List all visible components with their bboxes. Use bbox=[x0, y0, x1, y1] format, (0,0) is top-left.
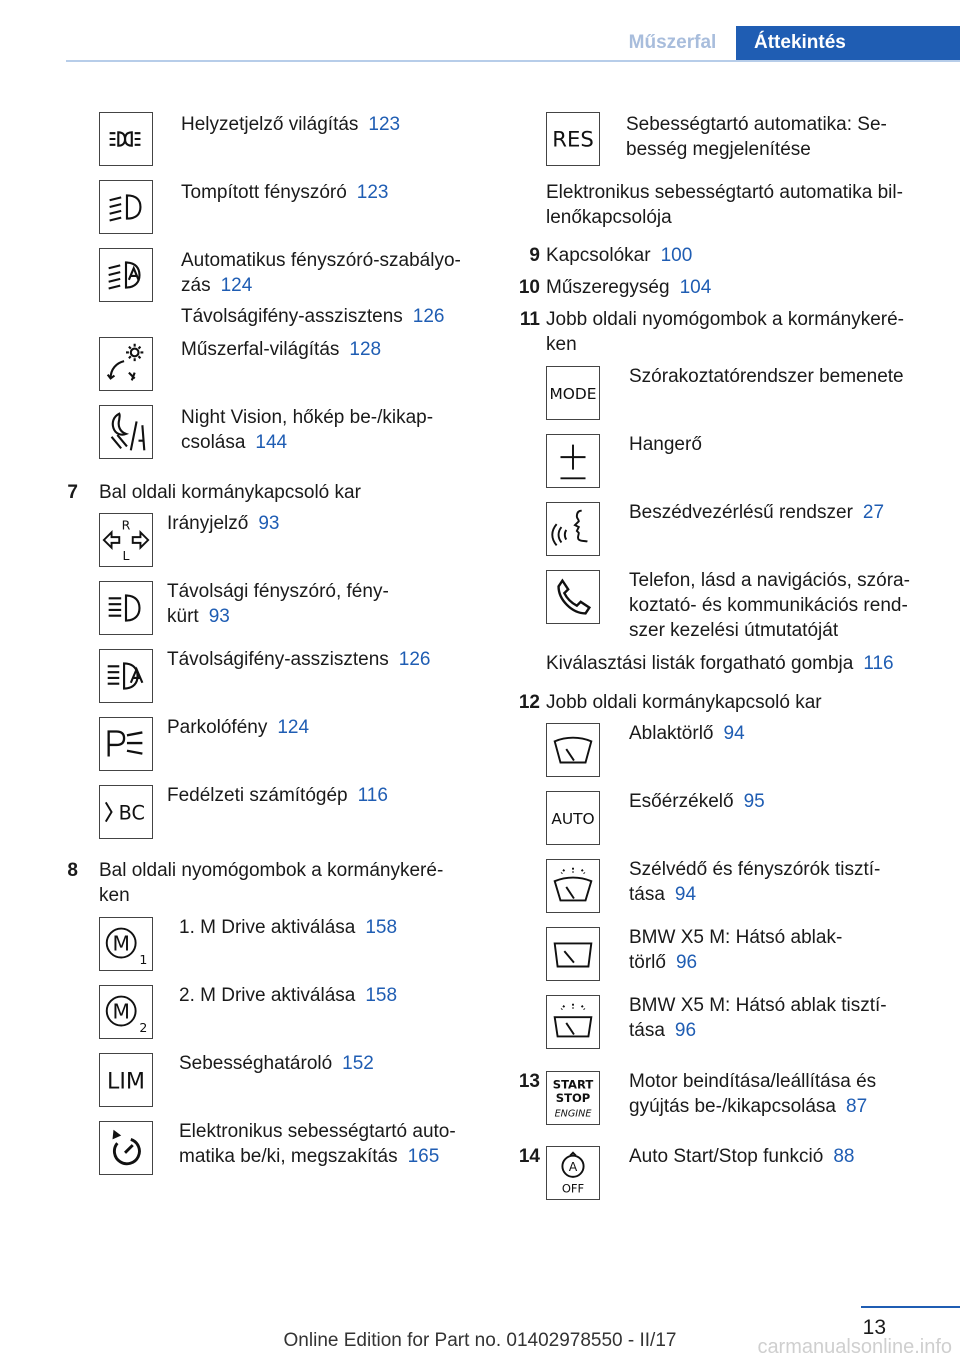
svg-text:AUTO: AUTO bbox=[551, 809, 595, 828]
item-high-beam: Távolsági fényszóró, fény- kürt 93 bbox=[167, 581, 389, 627]
page-ref[interactable]: 87 bbox=[846, 1096, 868, 1117]
item-board-computer: Fedélzeti számítógép 116 bbox=[167, 785, 388, 806]
item-rear-wiper: BMW X5 M: Hátsó ablak- törlő 96 bbox=[629, 927, 843, 973]
svg-text:M: M bbox=[112, 931, 130, 956]
item-night-vision: Night Vision, hőkép be-/kikap- csolása 144 bbox=[181, 407, 434, 453]
svg-text:BC: BC bbox=[118, 801, 145, 825]
svg-text:A: A bbox=[568, 1159, 578, 1175]
m-drive-1-icon bbox=[99, 917, 153, 971]
page-ref[interactable]: 126 bbox=[398, 649, 431, 670]
item-position-light: Helyzetjelző világítás 123 bbox=[181, 114, 401, 135]
board-computer-icon bbox=[99, 785, 153, 839]
header-section: Műszerfal bbox=[628, 32, 717, 53]
section-number: 8 bbox=[67, 860, 78, 881]
page-ref[interactable]: 116 bbox=[357, 785, 388, 806]
item-wiper: Ablaktörlő 94 bbox=[629, 723, 745, 744]
page-ref[interactable]: 123 bbox=[368, 114, 401, 135]
item-high-beam-assist-2: Távolságifény-asszisztens 126 bbox=[167, 649, 431, 670]
svg-text:2: 2 bbox=[139, 1020, 148, 1036]
section-right-stalk: Jobb oldali kormánykapcsoló kar bbox=[546, 692, 822, 713]
section-number: 13 bbox=[518, 1071, 540, 1092]
page-ref[interactable]: 123 bbox=[356, 182, 389, 203]
header-rule bbox=[66, 60, 960, 62]
section-right-buttons: Jobb oldali nyomógombok a kormánykeré- ken bbox=[546, 309, 905, 355]
page-ref[interactable]: 93 bbox=[208, 606, 230, 627]
auto-headlight-icon bbox=[99, 248, 153, 302]
item-phone: Telefon, lásd a navigációs, szóra- koztató- és kommunikációs rend- szer kezelési útmutatóját bbox=[629, 570, 910, 641]
section-number: 7 bbox=[67, 482, 78, 503]
item-low-beam: Tompított fényszóró 123 bbox=[181, 182, 389, 203]
high-beam-assist-icon bbox=[99, 649, 153, 703]
item-start-stop: Motor beindítása/leállítása és gyújtás be-/kikapcsolása 87 bbox=[629, 1071, 877, 1117]
item-m-drive-1: 1. M Drive aktiválása 158 bbox=[179, 917, 398, 938]
svg-text:R: R bbox=[121, 517, 131, 533]
item-turn-signal: Irányjelző 93 bbox=[167, 513, 280, 534]
page-ref[interactable]: 94 bbox=[674, 884, 697, 905]
section-left-stalk: Bal oldali kormánykapcsoló kar bbox=[99, 482, 361, 503]
section-instrument-cluster: Műszeregység 104 bbox=[546, 277, 712, 298]
section-number: 14 bbox=[518, 1146, 540, 1167]
section-number: 12 bbox=[518, 692, 540, 713]
page-ref[interactable]: 124 bbox=[220, 275, 253, 296]
item-volume: Hangerő bbox=[629, 434, 702, 455]
page-ref[interactable]: 96 bbox=[674, 1020, 697, 1041]
item-cruise-control: Elektronikus sebességtartó auto- matika be/ki, megszakítás 165 bbox=[179, 1121, 456, 1167]
position-light-icon bbox=[99, 112, 153, 166]
page-ref[interactable]: 152 bbox=[342, 1053, 374, 1074]
item-auto-start-stop: Auto Start/Stop funkció 88 bbox=[629, 1146, 855, 1167]
section-number: 11 bbox=[519, 309, 540, 330]
svg-text:OFF: OFF bbox=[561, 1181, 585, 1196]
night-vision-icon bbox=[99, 405, 153, 459]
wiper-icon bbox=[546, 723, 600, 777]
low-beam-icon bbox=[99, 180, 153, 234]
page-ref[interactable]: 104 bbox=[679, 277, 712, 298]
washer-icon bbox=[546, 859, 600, 913]
edition-note: Online Edition for Part no. 01402978550 - II/17 bbox=[283, 1330, 677, 1351]
svg-text:RES: RES bbox=[552, 126, 594, 152]
page-ref[interactable]: 96 bbox=[675, 952, 698, 973]
start-stop-icon bbox=[546, 1071, 600, 1125]
item-voice-control: Beszédvezérlésű rendszer 27 bbox=[629, 502, 885, 523]
auto-start-stop-icon bbox=[546, 1146, 600, 1200]
high-beam-icon bbox=[99, 581, 153, 635]
item-rear-washer: BMW X5 M: Hátsó ablak tisztí- tása 96 bbox=[629, 995, 887, 1041]
watermark: carmanualsonline.info bbox=[757, 1336, 952, 1358]
svg-text:M: M bbox=[112, 999, 130, 1024]
voice-control-icon bbox=[546, 502, 600, 556]
rear-washer-icon bbox=[546, 995, 600, 1049]
item-res: Sebességtartó automatika: Se- besség megjelenítése bbox=[626, 114, 887, 160]
page-ref[interactable]: 95 bbox=[743, 791, 765, 812]
svg-text:1: 1 bbox=[139, 952, 148, 968]
section-switch-lever: Kapcsolókar 100 bbox=[546, 245, 693, 266]
header-active-tab: Áttekintés bbox=[736, 26, 960, 62]
instrument-lighting-icon bbox=[99, 337, 153, 391]
page-ref[interactable]: 27 bbox=[862, 502, 885, 523]
svg-text:L: L bbox=[122, 548, 130, 564]
page-ref[interactable]: 128 bbox=[349, 339, 382, 360]
page-number: 13 bbox=[862, 1316, 886, 1339]
item-cruise-rocker: Elektronikus sebességtartó automatika bil- lenőkapcsolója bbox=[546, 182, 903, 228]
volume-icon bbox=[546, 434, 600, 488]
page-ref[interactable]: 116 bbox=[863, 653, 894, 674]
item-thumbwheel: Kiválasztási listák forgatható gombja 116 bbox=[546, 653, 894, 674]
page-ref[interactable]: 124 bbox=[277, 717, 310, 738]
page-ref[interactable]: 100 bbox=[660, 245, 693, 266]
item-m-drive-2: 2. M Drive aktiválása 158 bbox=[179, 985, 398, 1006]
parking-light-icon bbox=[99, 717, 153, 771]
page-ref[interactable]: 165 bbox=[407, 1146, 440, 1167]
item-rain-sensor: Esőérzékelő 95 bbox=[629, 791, 765, 812]
item-parking-light: Parkolófény 124 bbox=[167, 717, 310, 738]
rain-sensor-icon bbox=[546, 791, 600, 845]
page-ref[interactable]: 88 bbox=[833, 1146, 855, 1167]
m-drive-2-icon bbox=[99, 985, 153, 1039]
item-instrument-lighting: Műszerfal-világítás 128 bbox=[181, 339, 382, 360]
item-speed-limiter: Sebességhatároló 152 bbox=[179, 1053, 374, 1074]
page-ref[interactable]: 144 bbox=[255, 432, 288, 453]
page-ref[interactable]: 93 bbox=[258, 513, 280, 534]
res-icon bbox=[546, 112, 600, 166]
rear-wiper-icon bbox=[546, 927, 600, 981]
svg-text:STOP: STOP bbox=[555, 1090, 591, 1105]
speed-limiter-icon bbox=[99, 1053, 153, 1107]
item-high-beam-assist: Távolságifény-asszisztens 126 bbox=[181, 306, 445, 327]
page-ref[interactable]: 126 bbox=[412, 306, 445, 327]
item-washer: Szélvédő és fényszórók tisztí- tása 94 bbox=[629, 859, 881, 905]
svg-text:LIM: LIM bbox=[107, 1068, 145, 1095]
cruise-control-icon bbox=[99, 1121, 153, 1175]
section-number: 10 bbox=[518, 277, 540, 298]
svg-text:MODE: MODE bbox=[549, 384, 597, 403]
page-ref[interactable]: 158 bbox=[365, 917, 398, 938]
page-ref[interactable]: 158 bbox=[365, 985, 398, 1006]
svg-text:ENGINE: ENGINE bbox=[554, 1108, 592, 1120]
page-ref[interactable]: 94 bbox=[723, 723, 745, 744]
phone-icon bbox=[546, 570, 600, 624]
item-entertainment-source: Szórakoztatórendszer bemenete bbox=[629, 366, 904, 387]
mode-icon bbox=[546, 366, 600, 420]
footer-rule bbox=[861, 1306, 960, 1308]
section-left-buttons: Bal oldali nyomógombok a kormánykeré- ken bbox=[99, 860, 444, 906]
svg-text:START: START bbox=[552, 1077, 594, 1092]
item-auto-headlight: Automatikus fényszóró-szabályo- zás 124 bbox=[181, 250, 461, 296]
turn-signal-icon bbox=[99, 513, 153, 567]
section-number: 9 bbox=[529, 245, 540, 266]
